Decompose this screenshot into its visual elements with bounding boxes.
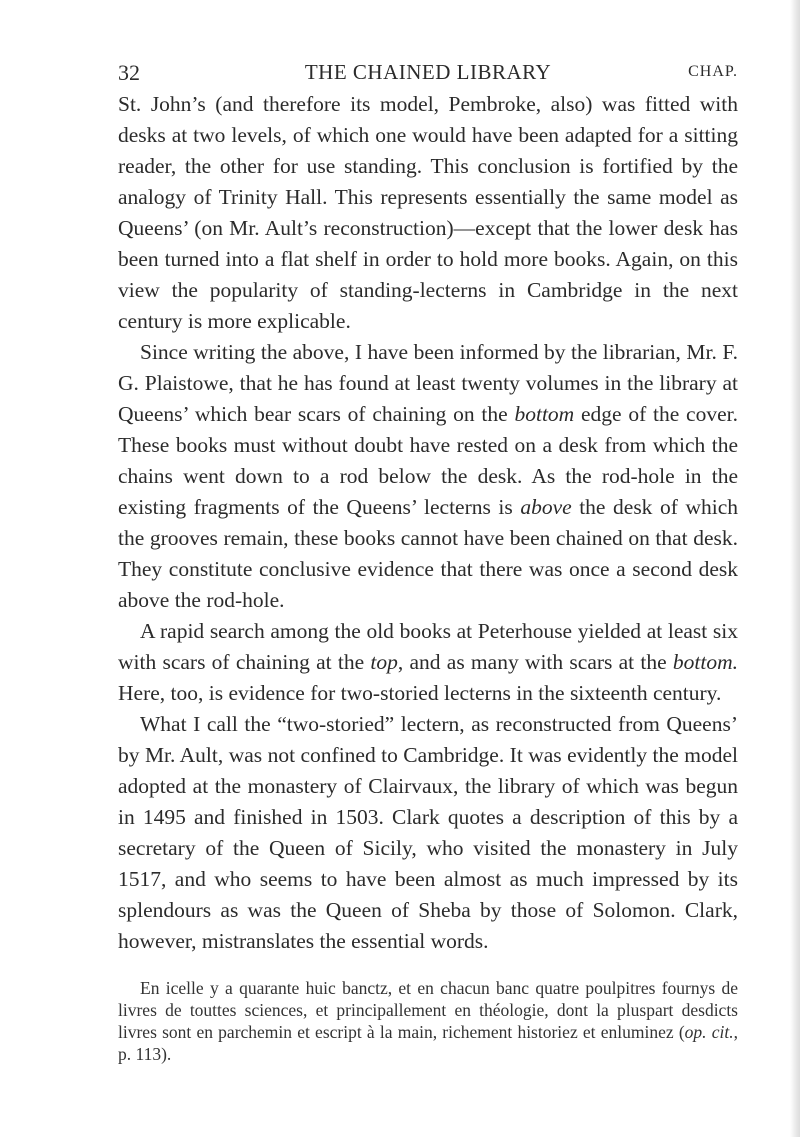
chapter-mark: CHAP. (688, 63, 738, 80)
text-run: Here, too, is evidence for two-storied lecterns in the sixteenth century. (118, 681, 722, 705)
paragraph-4 (118, 709, 738, 957)
text-run: En icelle y a quarante huic banctz, et en chacun banc quatre poulpitres fournys de livres de touttes sciences, et principallement en théologie, dont la pluspart desdicts livres sont en parchemin et escript à la main, richement historiez et enluminez ( (118, 978, 738, 1042)
paragraph-3 (118, 616, 738, 709)
italic-text: above (520, 495, 572, 519)
text-run: , and as many with scars at the (397, 650, 673, 674)
italic-text: bottom. (672, 650, 738, 674)
text-run: edge of the cover. These books must without doubt have rested on a desk from which the chains went down to a rod below the desk. As the rod-hole in the existing fragments of the Queens’ lecterns is (118, 402, 738, 519)
text-run: , p. 113). (118, 1022, 738, 1064)
text-run: St. John’s (and therefore its model, Pembroke, also) was fitted with desks at two levels, of which one would have been adapted for a sitting reader, the other for use standing. This conclusion is fortified by the analogy of Trinity Hall. This represents essentially the same model as Queens’ (on Mr. Ault’s reconstruction)—except that the lower desk has been turned into a flat shelf in order to hold more books. Again, on this view the popularity of standing-lecterns in Cambridge in the next century is more explicable. (118, 92, 738, 333)
page-edge-shadow (790, 0, 800, 1137)
text-run: What I call the “two-storied” lectern, as reconstructed from Queens’ by Mr. Ault, was not confined to Cambridge. It was evidently the model adopted at the monastery of Clairvaux, the library of which was begun in 1495 and finished in 1503. Clark quotes a description of this by a secretary of the Queen of Sicily, who visited the monastery in July 1517, and who seems to have been almost as much impressed by its splendours as was the Queen of Sheba by those of Solomon. Clark, however, mistranslates the essential words. (118, 712, 738, 953)
text-run: the desk of which the grooves remain, these books cannot have been chained on that desk. They constitute conclusive evidence that there was once a second desk above the rod-hole. (118, 495, 738, 612)
italic-text: op. cit. (684, 1022, 734, 1042)
running-header (118, 60, 738, 90)
french-quotation (118, 977, 738, 1065)
paragraph-2 (118, 337, 738, 616)
running-title: THE CHAINED LIBRARY (304, 60, 552, 84)
paragraph-1 (118, 89, 738, 337)
text-run: A rapid search among the old books at Peterhouse yielded at least six with scars of chaining at the (118, 619, 738, 674)
italic-text: bottom (514, 402, 575, 426)
page-number: 32 (118, 60, 140, 85)
text-run: Since writing the above, I have been informed by the librarian, Mr. F. G. Plaistowe, that he has found at least twenty volumes in the library at Queens’ which bear scars of chaining on the (118, 340, 738, 426)
italic-text: top (370, 650, 398, 674)
body-text (118, 89, 738, 1065)
